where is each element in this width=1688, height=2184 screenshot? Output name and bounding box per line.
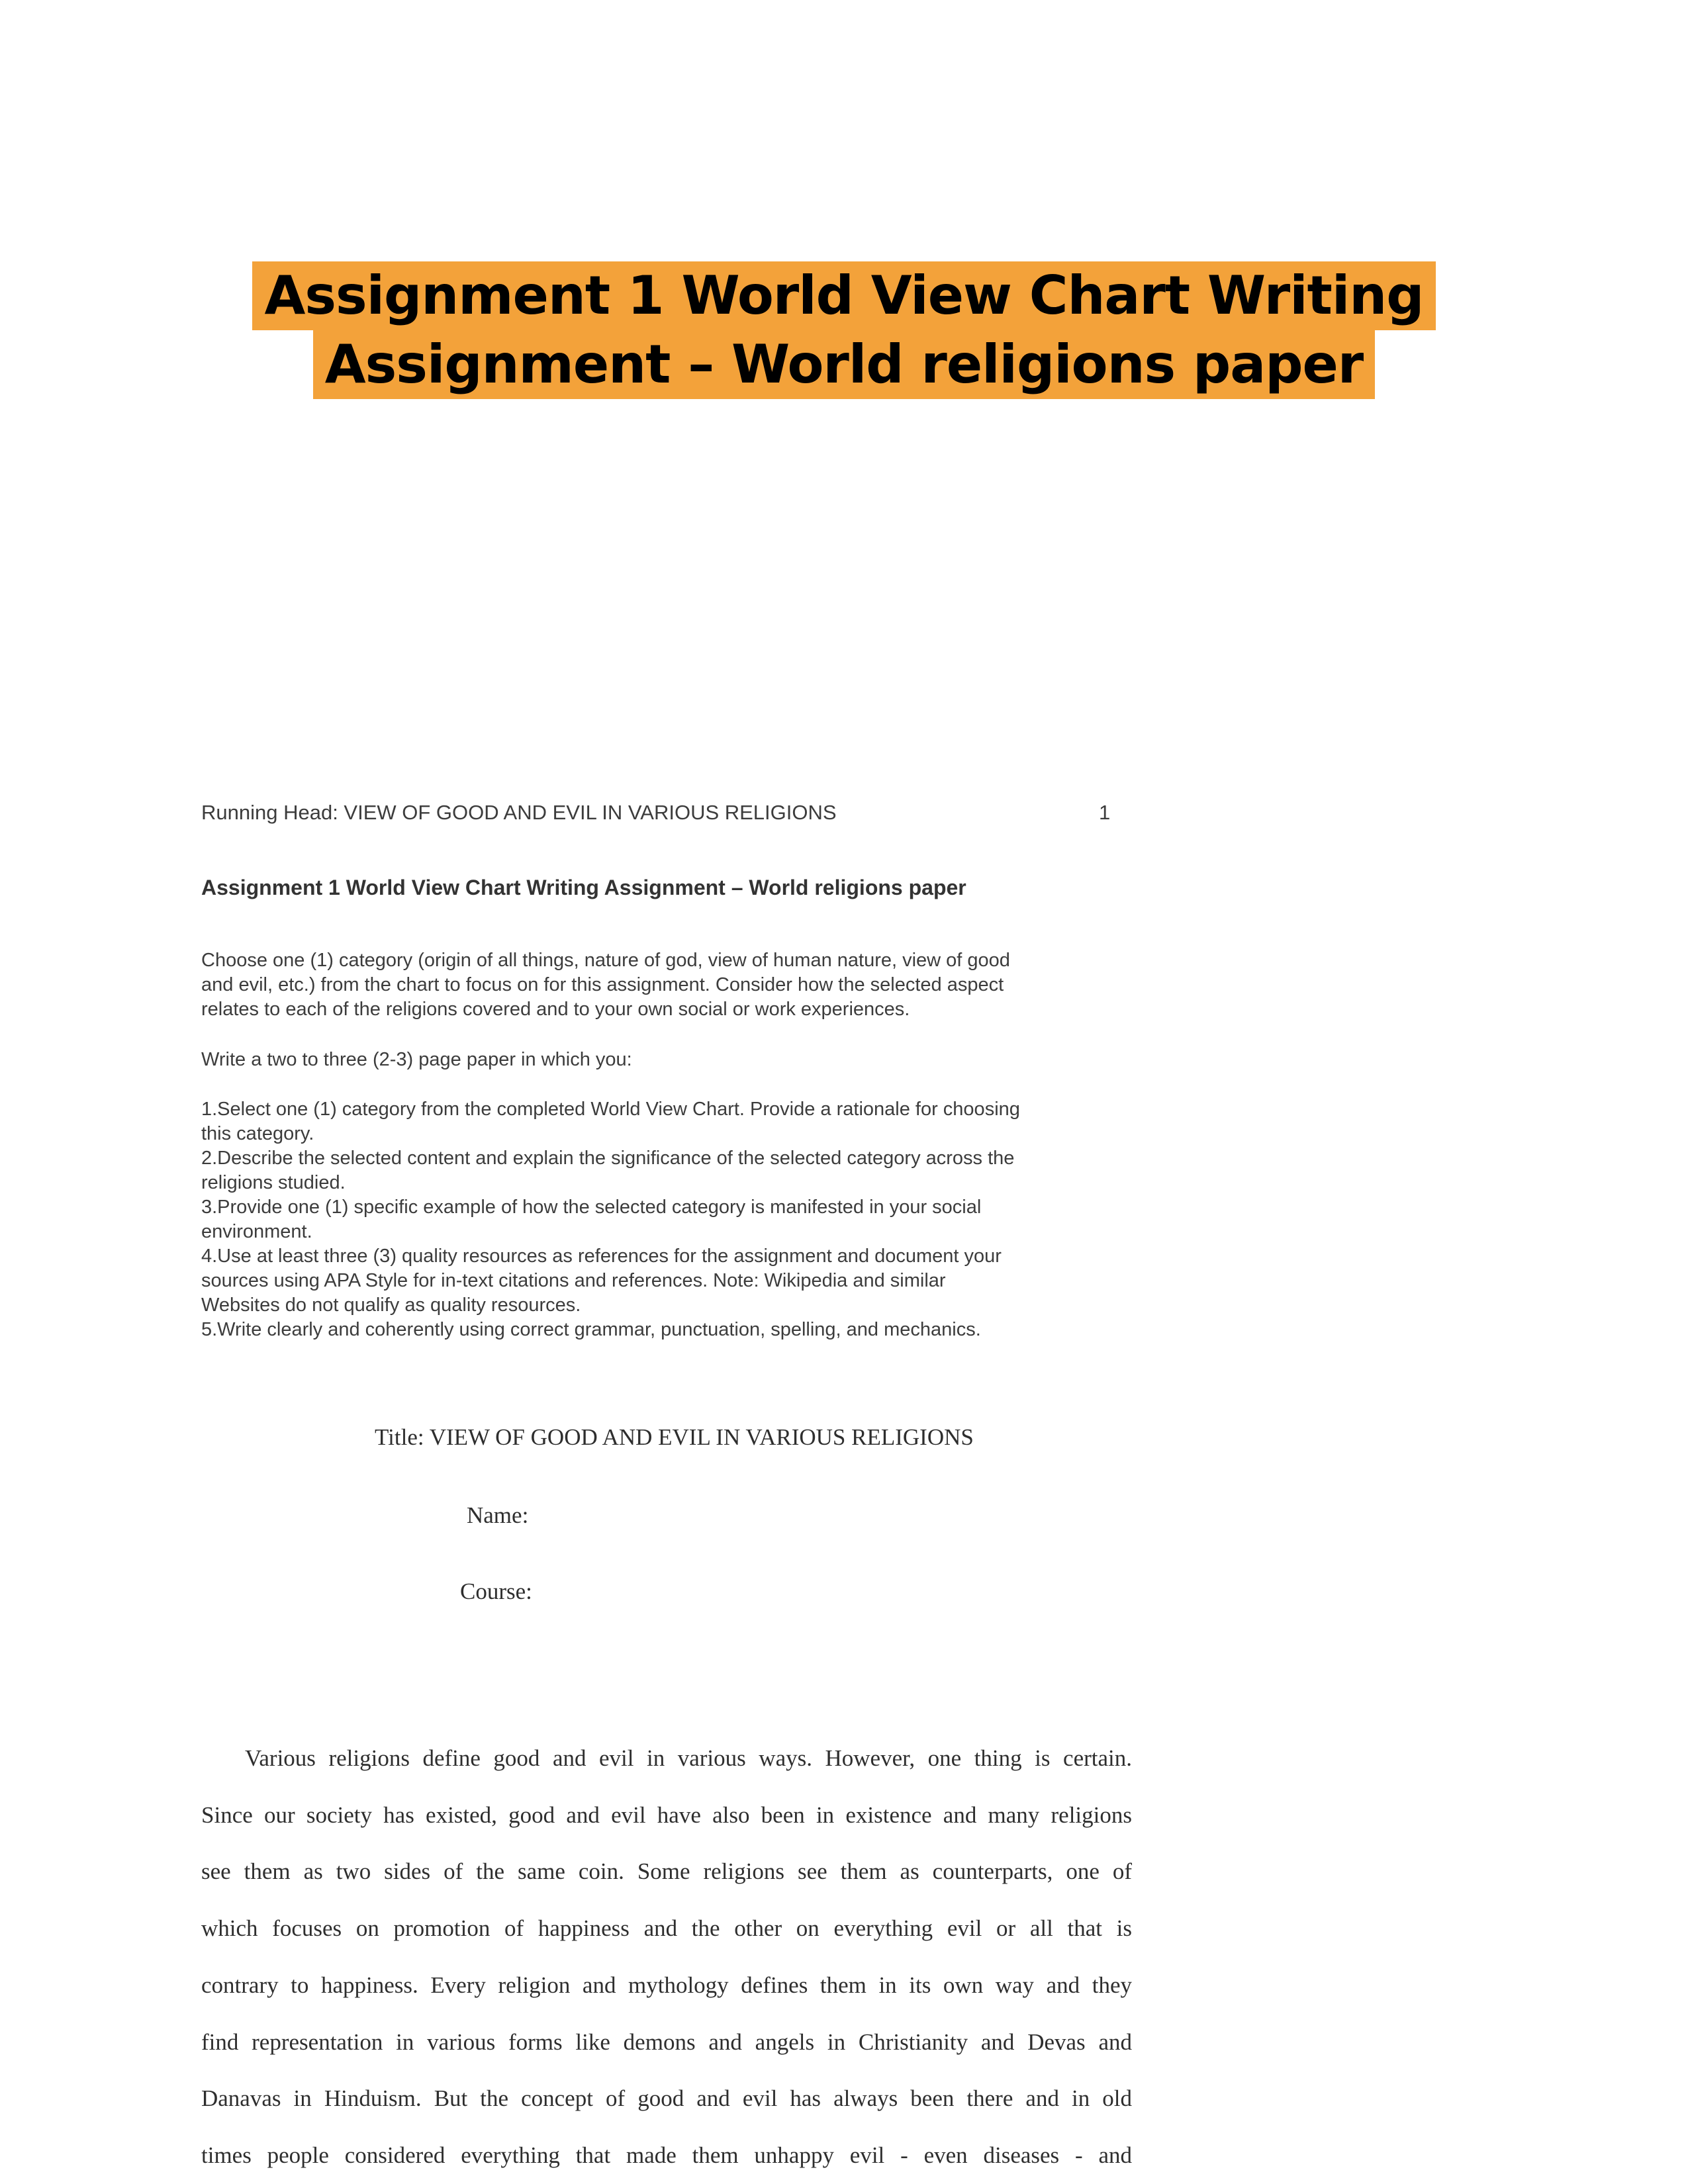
requirement-line: environment. — [201, 1221, 312, 1242]
body-line: Danavas in Hinduism. But the concept of good and evil has always been there and in old — [201, 2085, 1132, 2112]
body-line: times people considered everything that made them unhappy evil - even diseases - and — [201, 2142, 1132, 2168]
page-number: 1 — [1099, 801, 1111, 824]
requirement-line: 1.Select one (1) category from the completed World View Chart. Provide a rationale for choosing — [201, 1099, 1020, 1120]
body-paragraph — [201, 1730, 1132, 2184]
requirements-list — [201, 1097, 1141, 1342]
requirement-line: 5.Write clearly and coherently using correct grammar, punctuation, spelling, and mechanics. — [201, 1319, 981, 1340]
write-instruction: Write a two to three (2-3) page paper in which you: — [201, 1049, 632, 1070]
running-head: Running Head: VIEW OF GOOD AND EVIL IN VARIOUS RELIGIONS — [201, 801, 837, 824]
body-line: contrary to happiness. Every religion and mythology defines them in its own way and they — [201, 1972, 1132, 1998]
choose-paragraph-line: and evil, etc.) from the chart to focus on for this assignment. Consider how the selected aspect — [201, 974, 1004, 995]
requirement-line: this category. — [201, 1123, 314, 1144]
requirement-line: 2.Describe the selected content and explain the significance of the selected category across the — [201, 1148, 1015, 1169]
body-line: see them as two sides of the same coin. Some religions see them as counterparts, one of — [201, 1858, 1132, 1885]
banner-title-line-1: Assignment 1 World View Chart Writing — [252, 261, 1435, 330]
requirement-line: 3.Provide one (1) specific example of how the selected category is manifested in your social — [201, 1197, 982, 1218]
course-label: Course: — [460, 1578, 532, 1604]
choose-paragraph-line: relates to each of the religions covered and to your own social or work experiences. — [201, 999, 910, 1020]
body-line: Various religions define good and evil in various ways. However, one thing is certain. — [245, 1745, 1132, 1771]
requirement-line: sources using APA Style for in-text citations and references. Note: Wikipedia and similar — [201, 1270, 946, 1291]
assignment-title: Assignment 1 World View Chart Writing Assignment – World religions paper — [201, 876, 966, 899]
choose-paragraph — [201, 948, 1141, 1022]
choose-paragraph-line: Choose one (1) category (origin of all things, nature of god, view of human nature, view of good — [201, 950, 1010, 971]
banner-title-line-2: Assignment – World religions paper — [313, 330, 1376, 399]
requirement-line: Websites do not qualify as quality resources. — [201, 1295, 581, 1316]
name-label: Name: — [467, 1502, 529, 1528]
body-line: which focuses on promotion of happiness and the other on everything evil or all that is — [201, 1915, 1132, 1942]
requirement-line: religions studied. — [201, 1172, 346, 1193]
paper-title: Title: VIEW OF GOOD AND EVIL IN VARIOUS RELIGIONS — [375, 1424, 974, 1450]
body-line: Since our society has existed, good and evil have also been in existence and many religions — [201, 1801, 1132, 1828]
requirement-line: 4.Use at least three (3) quality resources as references for the assignment and document your — [201, 1246, 1002, 1267]
body-line: find representation in various forms like demons and angels in Christianity and Devas and — [201, 2028, 1132, 2055]
